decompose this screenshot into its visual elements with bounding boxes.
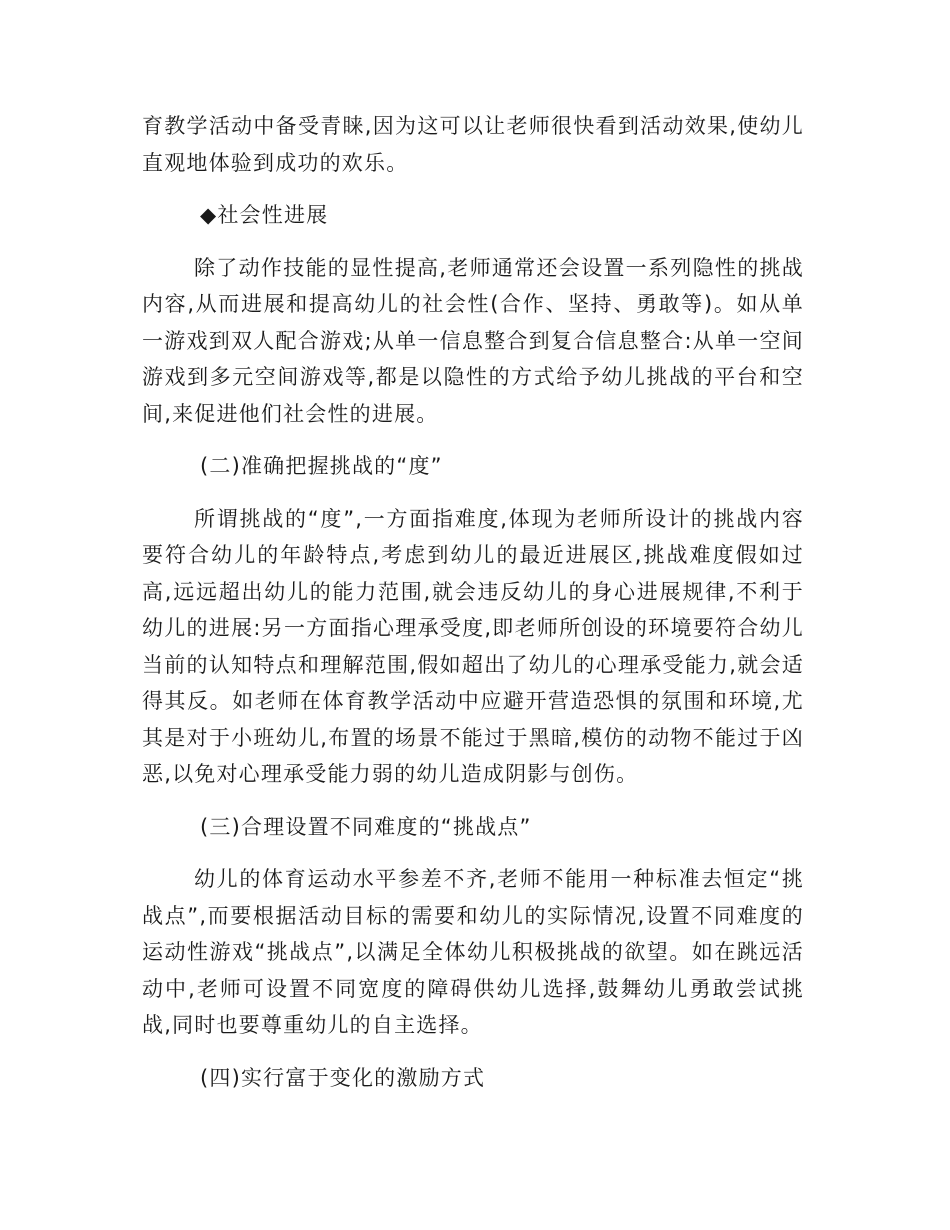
spacer: [142, 234, 804, 250]
spacer: [142, 845, 804, 861]
spacer: [142, 432, 804, 448]
paragraph-continuation: 育教学活动中备受青睐,因为这可以让老师很快看到活动效果,使幼儿直观地体验到成功的欢乐。: [142, 114, 804, 175]
section-heading-4: (四)实行富于变化的激励方式: [200, 1065, 486, 1090]
paragraph-social-development: 除了动作技能的显性提高,老师通常还会设置一系列隐性的挑战内容,从而进展和提高幼儿的社会性(合作、坚持、勇敢等)。如从单一游戏到双人配合游戏;从单一信息整合到复合信息整合:从单一空间游戏到多元空间游戏等,都是以隐性的方式给予幼儿挑战的平台和空间,来促进他们社会性的进展。: [142, 255, 804, 426]
section-heading-2: (二)准确把握挑战的“度”: [200, 454, 443, 478]
document-page: [142, 108, 804, 1096]
paragraph-challenge-degree: 所谓挑战的“度”,一方面指难度,体现为老师所设计的挑战内容要符合幼儿的年龄特点,考虑到幼儿的最近进展区,挑战难度假如过高,远远超出幼儿的能力范围,就会违反幼儿的身心进展规律,不利于幼儿的进展:另一方面指心理承受度,即老师所创设的环境要符合幼儿当前的认知特点和理解范围,假如超出了幼儿的心理承受能力,就会适得其反。如老师在体育教学活动中应避开营造恐惧的氛围和环境,尤其是对于小班幼儿,布置的场景不能过于黑暗,模仿的动物不能过于凶恶,以免对心理承受能力弱的幼儿造成阴影与创伤。: [142, 506, 804, 786]
paragraph-challenge-points: 幼儿的体育运动水平参差不齐,老师不能用一种标准去恒定“挑战点”,而要根据活动目标的需要和幼儿的实际情况,设置不同难度的运动性游戏“挑战点”,以满足全体幼儿积极挑战的欲望。如在跳远活动中,老师可设置不同宽度的障碍供幼儿选择,鼓舞幼儿勇敢尝试挑战,同时也要尊重幼儿的自主选择。: [142, 867, 804, 1037]
spacer: [142, 793, 804, 809]
section-heading-3: (三)合理设置不同难度的“挑战点”: [200, 814, 532, 839]
spacer: [142, 485, 804, 501]
section-heading-social: ◆社会性进展: [200, 203, 329, 227]
spacer: [142, 181, 804, 197]
spacer: [142, 1044, 804, 1060]
